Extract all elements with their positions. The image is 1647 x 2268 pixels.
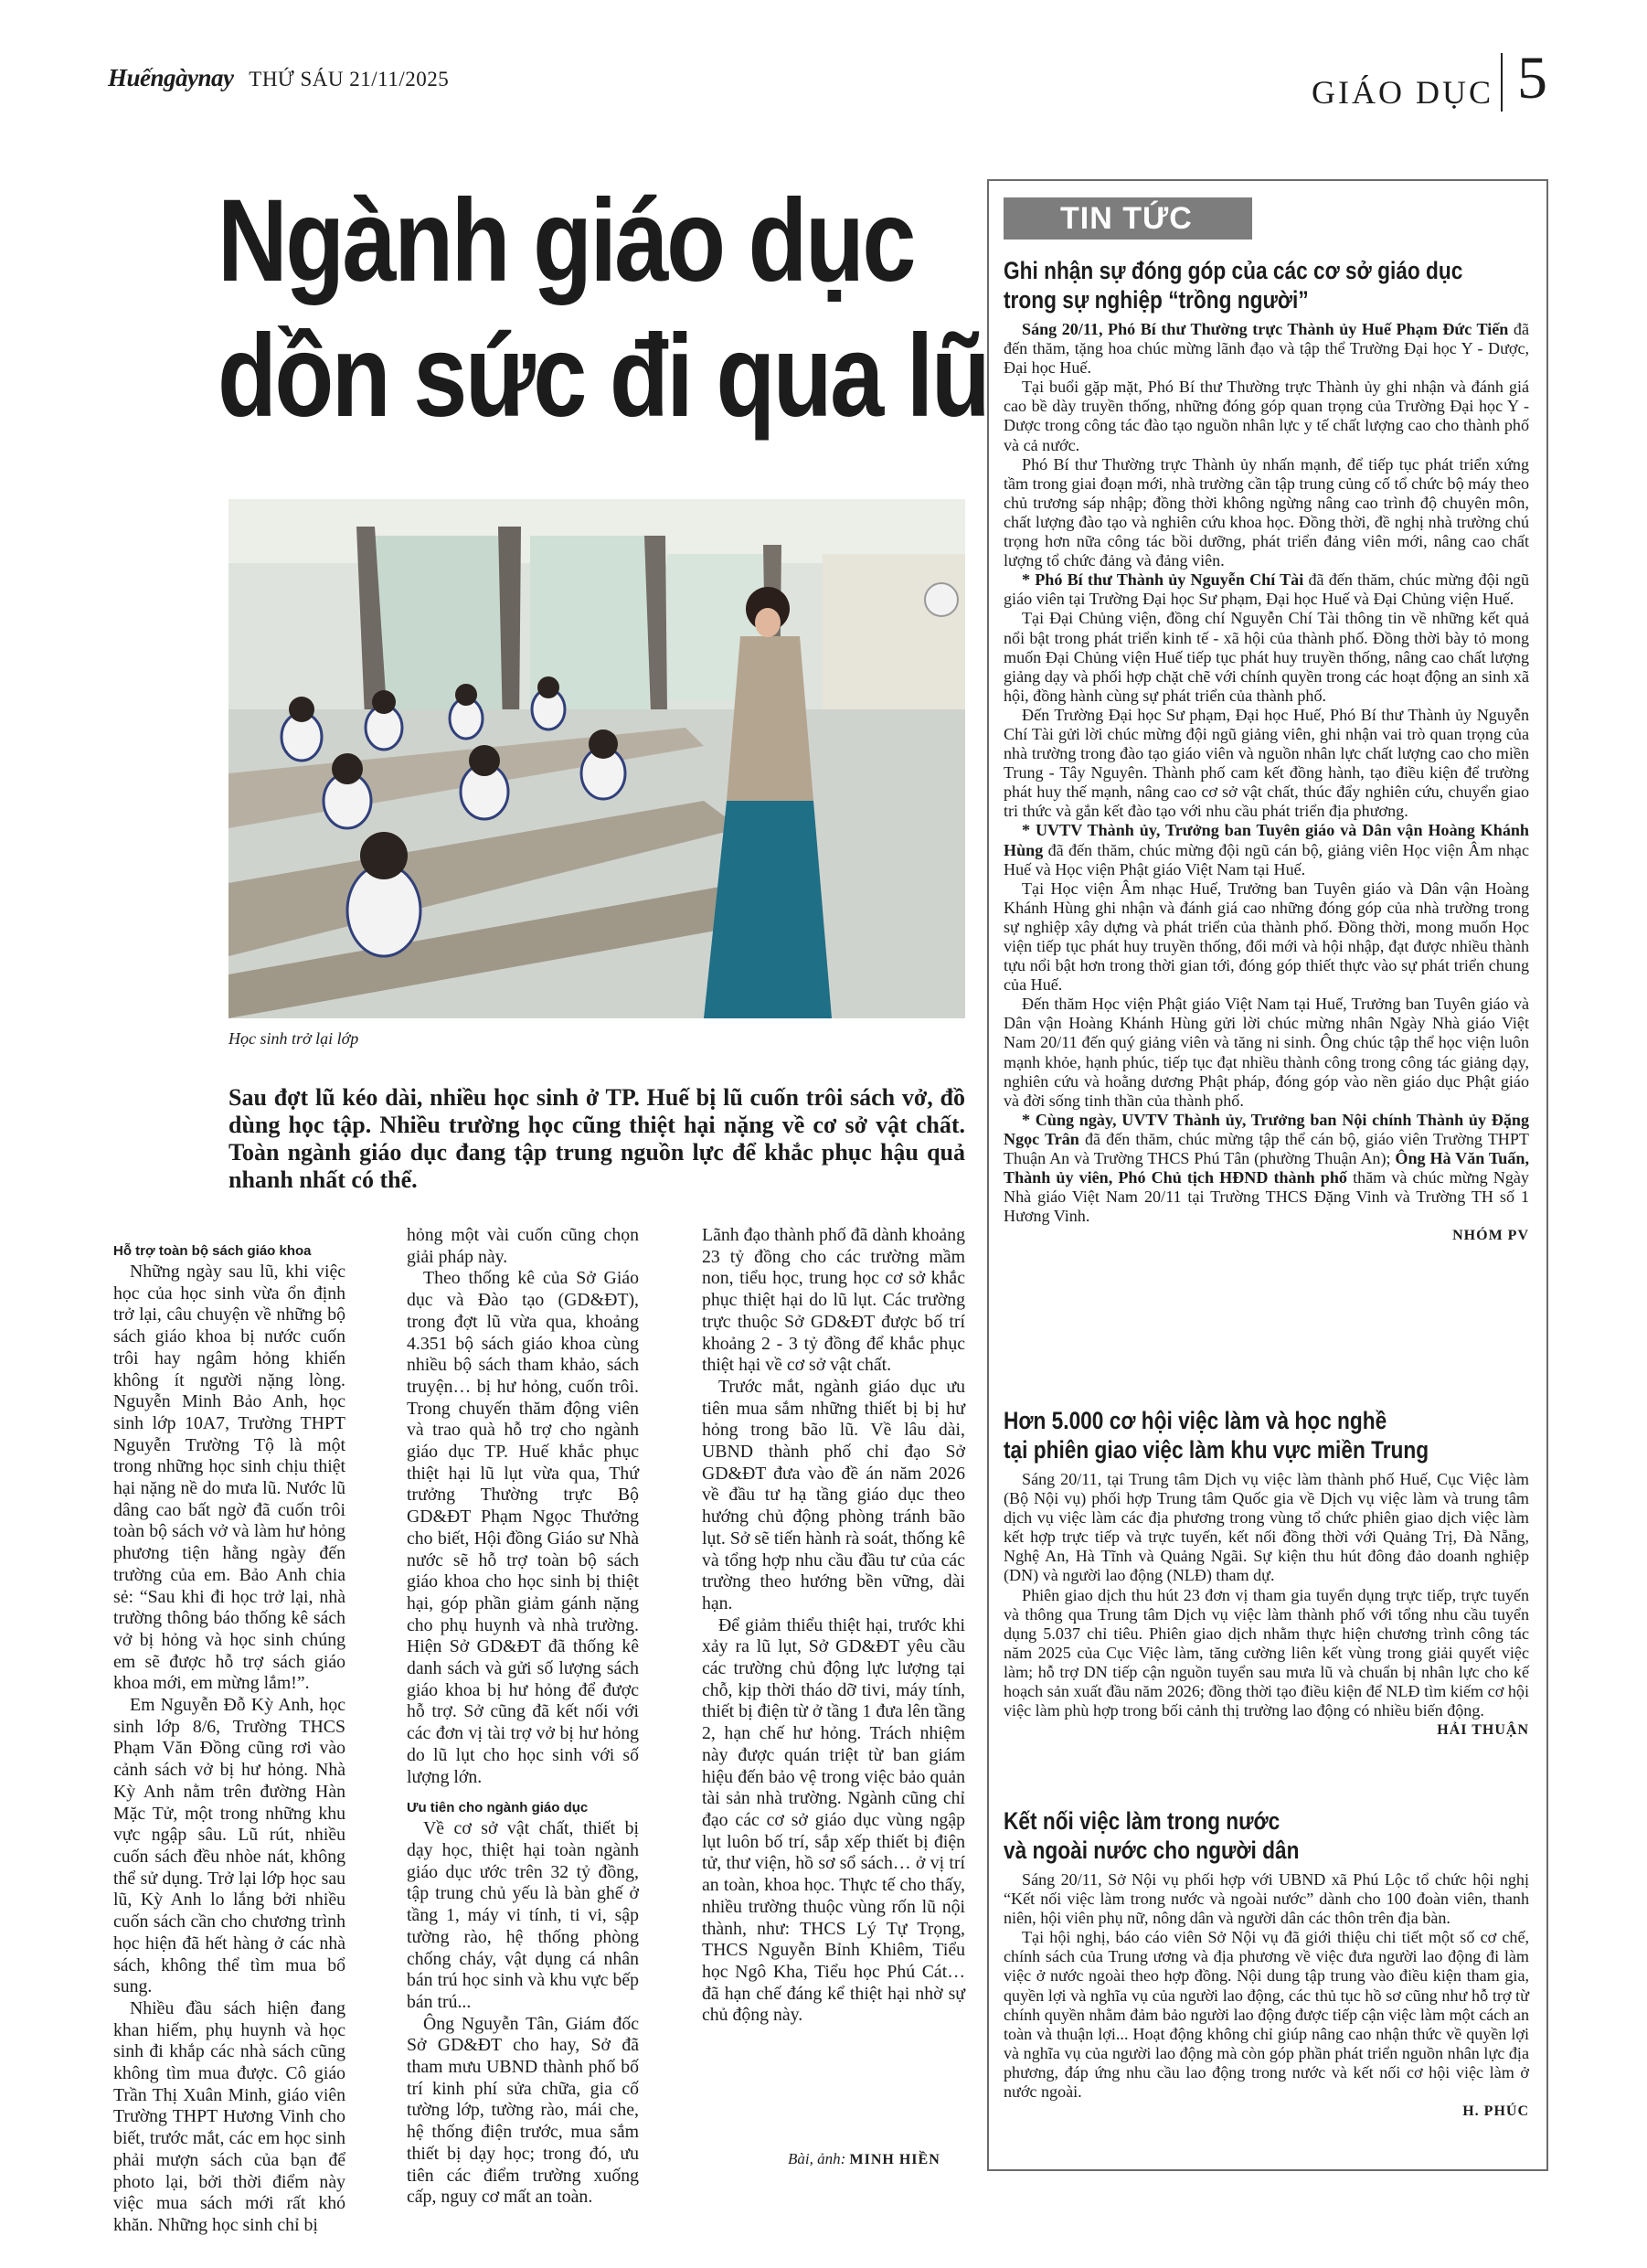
news-title-line: và ngoài nước cho người dân [1004,1837,1300,1864]
paragraph: Theo thống kê của Sở Giáo dục và Đào tạo (GD&ĐT), trong đợt lũ vừa qua, khoảng 4.351 bộ sách giáo khoa cùng nhiều bộ sách tham khảo, sách truyện… bị hư hỏng, cuốn trôi. Trong chuyến thăm động viên và trao quà hỗ trợ cho ngành giáo dục TP. Huế khắc phục thiệt hại lũ lụt vừa qua, Thứ trưởng Thường trực Bộ GD&ĐT Phạm Ngọc Thưởng cho biết, Hội đồng Giáo sư Nhà nước sẽ hỗ trợ toàn bộ sách giáo khoa cho học sinh bị thiệt hại, góp phần giảm gánh nặng cho phụ huynh và nhà trường. Hiện Sở GD&ĐT đã thống kê danh sách và gửi số lượng sách giáo khoa bị hư hỏng để được hỗ trợ. Sở cũng đã kết nối với các đơn vị tài trợ vở bị hư hỏng do lũ lụt cho học sinh với số lượng lớn. [407,1268,639,1787]
paragraph: Đến Trường Đại học Sư phạm, Đại học Huế, Phó Bí thư Thành ủy Nguyễn Chí Tài gửi lời chúc mừng đội ngũ giảng viên, ghi nhận vai trò quan trọng của nhà trường trong đào tạo giáo viên và nguồn nhân lực chất lượng cao cho miền Trung - Tây Nguyên. Thành phố cam kết đồng hành, tạo điều kiện để trường phát huy thế mạnh, nâng cao cơ sở vật chất, thúc đẩy nghiên cứu, chuyển giao tri thức và gắn kết đào tạo với nhu cầu phát triển địa phương. [1004,705,1529,821]
paragraph: Đến thăm Học viện Phật giáo Việt Nam tại Huế, Trưởng ban Tuyên giáo và Dân vận Hoàng Khánh Hùng gửi lời chúc mừng nhân Ngày Nhà giáo Việt Nam 20/11 đến quý giảng viên và tăng ni sinh. Ông chúc tập thể học viện luôn mạnh khỏe, hạnh phúc, tiếp tục đạt nhiều thành công trong công tác giảng dạy, nghiên cứu và hoằng dương Phật pháp, đóng góp vào nền giáo dục Phật giáo và đời sống tinh thần của thành phố. [1004,995,1529,1110]
bold-lead: * UVTV Thành ủy, Trưởng ban Tuyên giáo và Dân vận Hoàng Khánh Hùng [1004,821,1529,859]
news-item-2-body [1004,1470,1529,1740]
article-column-3 [702,1225,965,2027]
paragraph: Nhiều đầu sách hiện đang khan hiếm, phụ huynh và học sinh đi khắp các nhà sách cũng không tìm mua được. Cô giáo Trần Thị Xuân Minh, giáo viên Trường THPT Hương Vinh cho biết, trước mắt, các em học sinh phải mượn sách của bạn để photo lại, bởi thời điểm này việc mua sách mới rất khó khăn. Những học sinh chỉ bị [113,1997,345,2235]
news-item-1-body [1004,320,1529,1246]
paragraph-text: thăm và chúc mừng Ngày Nhà giáo Việt Nam 20/11 tại Trường THCS Đặng Vinh và Trường TH số 1 Hương Vinh. [1004,1168,1529,1226]
byline-prefix: Bài, ảnh: [788,2150,846,2167]
photo-caption: Học sinh trở lại lớp [228,1029,359,1048]
issue-date: THỨ SÁU 21/11/2025 [249,68,450,91]
news-title-line: Ghi nhận sự đóng góp của các cơ sở giáo dục [1004,257,1463,284]
bold-lead: * Cùng ngày, UVTV Thành ủy, Trưởng ban Nội chính Thành ủy Đặng Ngọc Trân [1004,1110,1529,1148]
headline-line-2: dồn sức đi qua lũ [218,311,989,442]
article-column-2 [407,1225,639,2209]
paragraph: Lãnh đạo thành phố đã dành khoảng 23 tỷ đồng cho các trường mầm non, tiểu học, trung học cơ sở khắc phục thiệt hại do lũ lụt. Các trường trực thuộc Sở GD&ĐT được bố trí khoảng 2 - 3 tỷ đồng để khắc phục thiệt hại về cơ sở vật chất. [702,1225,965,1376]
paragraph: Sáng 20/11, Sở Nội vụ phối hợp với UBND xã Phú Lộc tổ chức hội nghị “Kết nối việc làm trong nước và ngoài nước” dành cho 100 đoàn viên, thanh niên, hội viên phụ nữ, nông dân và người dân các thôn trên địa bàn. [1004,1870,1529,1928]
subheading: Hỗ trợ toàn bộ sách giáo khoa [113,1243,312,1259]
classroom-illustration [228,499,965,1018]
paragraph: Những ngày sau lũ, khi việc học của học sinh vừa ổn định trở lại, câu chuyện về những bộ sách giáo khoa bị nước cuốn trôi hay ngâm hỏng khiến không ít người nặng lòng. Nguyễn Minh Bảo Anh, học sinh lớp 10A7, Trường THPT Nguyễn Trường Tộ là một trong những học sinh chịu thiệt hại nặng nề do mưa lũ. Nước lũ dâng cao bất ngờ đã cuốn trôi toàn bộ sách vở và làm hư hỏng phương tiện hằng ngày đến trường của em. Bảo Anh chia sẻ: “Sau khi đi học trở lại, nhà trường thông báo thống kê sách vở bị hỏng và học sinh chúng em sẽ được hỗ trợ sách giáo khoa mới, em mừng lắm!”. [113,1262,345,1694]
news-item-3-body [1004,1870,1529,2121]
byline-author: MINH HIỀN [849,2152,940,2167]
paragraph: Trước mắt, ngành giáo dục ưu tiên mua sắm những thiết bị bị hư hỏng trong bão lũ. Về lâu dài, UBND thành phố chỉ đạo Sở GD&ĐT đưa vào đề án năm 2026 về đầu tư hạ tầng giáo dục theo hướng chủ động phòng tránh bão lụt. Sở sẽ tiến hành rà soát, thống kê và tổng hợp nhu cầu đầu tư của các trường theo hướng bền vững, dài hạn. [702,1376,965,1613]
news-signature: HẢI THUẬN [1437,1722,1529,1739]
bold-lead: * Phó Bí thư Thành ủy Nguyễn Chí Tài [1022,570,1304,590]
article-lead: Sau đợt lũ kéo dài, nhiều học sinh ở TP. Huế bị lũ cuốn trôi sách vở, đồ dùng học tập. Nhiều trường học cũng thiệt hại nặng về cơ sở vật chất. Toàn ngành giáo dục đang tập trung nguồn lực để khắc phục hậu quả nhanh nhất có thể. [228,1084,965,1193]
classroom-photo [228,499,965,1018]
news-item-2-title [1004,1406,1510,1464]
subheading: Ưu tiên cho ngành giáo dục [407,1800,589,1816]
paragraph: Ông Nguyễn Tân, Giám đốc Sở GD&ĐT cho hay, Sở đã tham mưu UBND thành phố bố trí kinh phí sửa chữa, gia cố tường lớp, tường rào, mái che, hệ thống điện trước, mua sắm thiết bị dạy học; trong đó, ưu tiên các điểm trường xuống cấp, nguy cơ mất an toàn. [407,2013,639,2208]
news-item-1-title [1004,256,1550,314]
section-label: GIÁO DỤC [1312,74,1493,111]
masthead [108,64,449,92]
paragraph-text: đã đến thăm, tặng hoa chúc mừng lãnh đạo và tập thể Trường Đại học Y - Dược, Đại học Huế. [1004,320,1529,378]
news-signature: NHÓM PV [1452,1228,1529,1244]
news-title-line: trong sự nghiệp “trồng người” [1004,286,1309,314]
headline-line-1: Ngành giáo dục [218,176,914,306]
paragraph [1004,320,1529,378]
news-title-line: Hơn 5.000 cơ hội việc làm và học nghề [1004,1407,1387,1434]
news-signature: H. PHÚC [1462,2103,1529,2120]
page-number: 5 [1517,45,1547,112]
bold-lead: Ông Hà Văn Tuấn, Thành ủy viên, Phó Chủ tịch HĐND thành phố [1004,1149,1529,1187]
paragraph: Tại Đại Chủng viện, đồng chí Nguyễn Chí Tài thông tin về những kết quả nổi bật trong phát triển kinh tế - xã hội của thành phố. Đồng thời bày tỏ mong muốn Đại Chủng viện Huế tiếp tục phát huy truyền thống, nâng cao chất lượng giảng dạy và phối hợp chặt chẽ với chính quyền trong các hoạt động an sinh xã hội, đồng hành cùng sự phát triển của thành phố. [1004,609,1529,705]
paragraph: hỏng một vài cuốn cũng chọn giải pháp này. [407,1225,639,1267]
news-tag: TIN TỨC [1004,197,1252,240]
paragraph: Phiên giao dịch thu hút 23 đơn vị tham gia tuyển dụng trực tiếp, trực tuyến và thông qua Trung tâm Dịch vụ việc làm thành phố với tổng nhu cầu tuyển dụng 5.037 chỉ tiêu. Phiên giao dịch nhằm thực hiện chương trình công tác năm 2025 của Cục Việc làm, tăng cường liên kết vùng trong giải quyết việc làm; hỗ trợ DN tiếp cận nguồn tuyển sau mưa lũ và chuẩn bị nhân lực cho kế hoạch sản xuất đầu năm 2026; đồng thời tạo điều kiện để NLĐ tìm kiếm cơ hội việc làm phù hợp trong bối cảnh thị trường lao động có nhiều biến động. [1004,1585,1529,1720]
paragraph-text: đã đến thăm, chúc mừng tập thể cán bộ, giáo viên Trường THPT Thuận An và Trường THCS Phú Tân (phường Thuận An); [1004,1129,1529,1168]
paragraph: Về cơ sở vật chất, thiết bị dạy học, thiệt hại toàn ngành giáo dục ước trên 32 tỷ đồng, tập trung chủ yếu là bàn ghế ở tầng 1, máy vi tính, ti vi, sập tường rào, hệ thống phòng chống cháy, vật dụng cá nhân bán trú học sinh và khu vực bếp bán trú... [407,1818,639,2012]
paragraph-text: đã đến thăm, chúc mừng đội ngũ cán bộ, giảng viên Học viện Âm nhạc Huế và Học viện Phật giáo Việt Nam tại Huế. [1004,840,1529,878]
paragraph: Sáng 20/11, tại Trung tâm Dịch vụ việc làm thành phố Huế, Cục Việc làm (Bộ Nội vụ) phối hợp Trung tâm Quốc gia về Dịch vụ việc làm và trung tâm dịch vụ việc làm các địa phương trong vùng tổ chức phiên giao dịch việc làm kết hợp trực tiếp và trực tuyến, kết nối đồng thời với Quảng Trị, Đà Nẵng, Nghệ An, Hà Tĩnh và Quảng Ngãi. Sự kiện thu hút đông đảo doanh nghiệp (DN) và người lao động (NLĐ) tham dự. [1004,1470,1529,1585]
article-column-1 [113,1240,345,2237]
header-divider [1501,53,1503,112]
paragraph [1004,570,1529,609]
paragraph: Em Nguyễn Đỗ Kỳ Anh, học sinh lớp 8/6, Trường THCS Phạm Văn Đồng cũng rơi vào cảnh sách vở bị hư hỏng. Nhà Kỳ Anh nằm trên đường Hàn Mặc Tử, một trong những khu vực ngập sâu. Lũ rút, nhiều cuốn sách đều nhòe nát, không thể sử dụng. Trở lại lớp học sau lũ, Kỳ Anh lo lắng bởi nhiều cuốn sách cần cho chương trình học hiện đã hết hàng ở các nhà sách, không thể tìm mua bổ sung. [113,1695,345,1997]
paragraph: Để giảm thiểu thiệt hại, trước khi xảy ra lũ lụt, Sở GD&ĐT yêu cầu các trường chủ động lực lượng tại chỗ, kịp thời tháo dỡ tivi, máy tính, thiết bị điện từ ở tầng 1 đưa lên tầng 2, hạn chế hư hỏng. Trách nhiệm này được quán triệt từ ban giám hiệu đến bảo vệ trong việc bảo quản tài sản nhà trường. Ngành cũng chỉ đạo các cơ sở giáo dục vùng ngập lụt luôn bố trí, sắp xếp thiết bị điện tử, thư viện, hồ sơ sổ sách… ở vị trí an toàn, khoa học. Thực tế cho thấy, nhiều trường thuộc vùng rốn lũ nội thành, như: THCS Lý Tự Trọng, THCS Nguyễn Bỉnh Khiêm, Tiểu học Ngô Kha, Tiểu học Phú Cát… đã hạn chế đáng kể thiệt hại nhờ sự chủ động này. [702,1614,965,2026]
paragraph: Tại Học viện Âm nhạc Huế, Trưởng ban Tuyên giáo và Dân vận Hoàng Khánh Hùng ghi nhận và đánh giá cao những đóng góp của nhà trường trong sự nghiệp xây dựng và phát triển của thành phố. Đồng thời, mong muốn Học viện tiếp tục phát huy truyền thống, đổi mới và hội nhập, đạt được nhiều thành tựu nổi bật hơn trong thời gian tới, đóng góp thiết thực vào sự phát triển chung của Huế. [1004,878,1529,995]
paragraph: Tại hội nghị, báo cáo viên Sở Nội vụ đã giới thiệu chi tiết một số cơ chế, chính sách của Trung ương và địa phương về việc đưa người lao động đi làm việc ở nước ngoài theo hợp đồng. Nội dung tập trung vào điều kiện tham gia, quyền lợi và nghĩa vụ của người lao động, các thủ tục hồ sơ cũng như hỗ trợ từ chính quyền nhằm đảm bảo người lao động được tiếp cận việc làm một cách an toàn và thuận lợi... Hoạt động không chỉ giúp nâng cao nhận thức về quyền lợi và nghĩa vụ của người lao động mà còn góp phần phát triển nguồn nhân lực địa phương, đáp ứng nhu cầu lao động trong nước và kết nối cơ hội việc làm ở nước ngoài. [1004,1928,1529,2102]
paragraph: Tại buổi gặp mặt, Phó Bí thư Thường trực Thành ủy ghi nhận và đánh giá cao bề dày truyền thống, những đóng góp quan trọng của Trường Đại học Y - Dược trong công tác đào tạo nguồn nhân lực y tế chất lượng cao cho thành phố và cả nước. [1004,378,1529,454]
newspaper-logo: Huếngàynay [108,64,234,91]
paragraph [1004,1111,1529,1227]
news-title-line: Kết nối việc làm trong nước [1004,1807,1280,1835]
article-byline [788,2150,940,2168]
news-item-3-title [1004,1806,1355,1865]
news-title-line: tại phiên giao việc làm khu vực miền Trung [1004,1436,1429,1464]
paragraph [1004,821,1529,878]
bold-lead: Sáng 20/11, Phó Bí thư Thường trực Thành ủy Huế Phạm Đức Tiến [1022,320,1509,338]
paragraph: Phó Bí thư Thường trực Thành ủy nhấn mạnh, để tiếp tục phát triển xứng tầm trong giai đoạn mới, nhà trường cần tập trung củng cố tổ chức bộ máy theo chủ trương sáp nhập; đồng thời không ngừng nâng cao trình độ chuyên môn, chất lượng đào tạo và nghiên cứu khoa học. Đồng thời, đề nghị nhà trường chú trọng hơn nữa công tác bồi dưỡng, phát triển đảng viên mới, nâng cao chất lượng tổ chức đảng và đảng viên. [1004,454,1529,570]
paragraph-text: đã đến thăm, chúc mừng đội ngũ giáo viên tại Trường Đại học Sư phạm, Đại học Huế và Đại Chủng viện Huế. [1004,570,1529,609]
page-title [218,174,989,444]
